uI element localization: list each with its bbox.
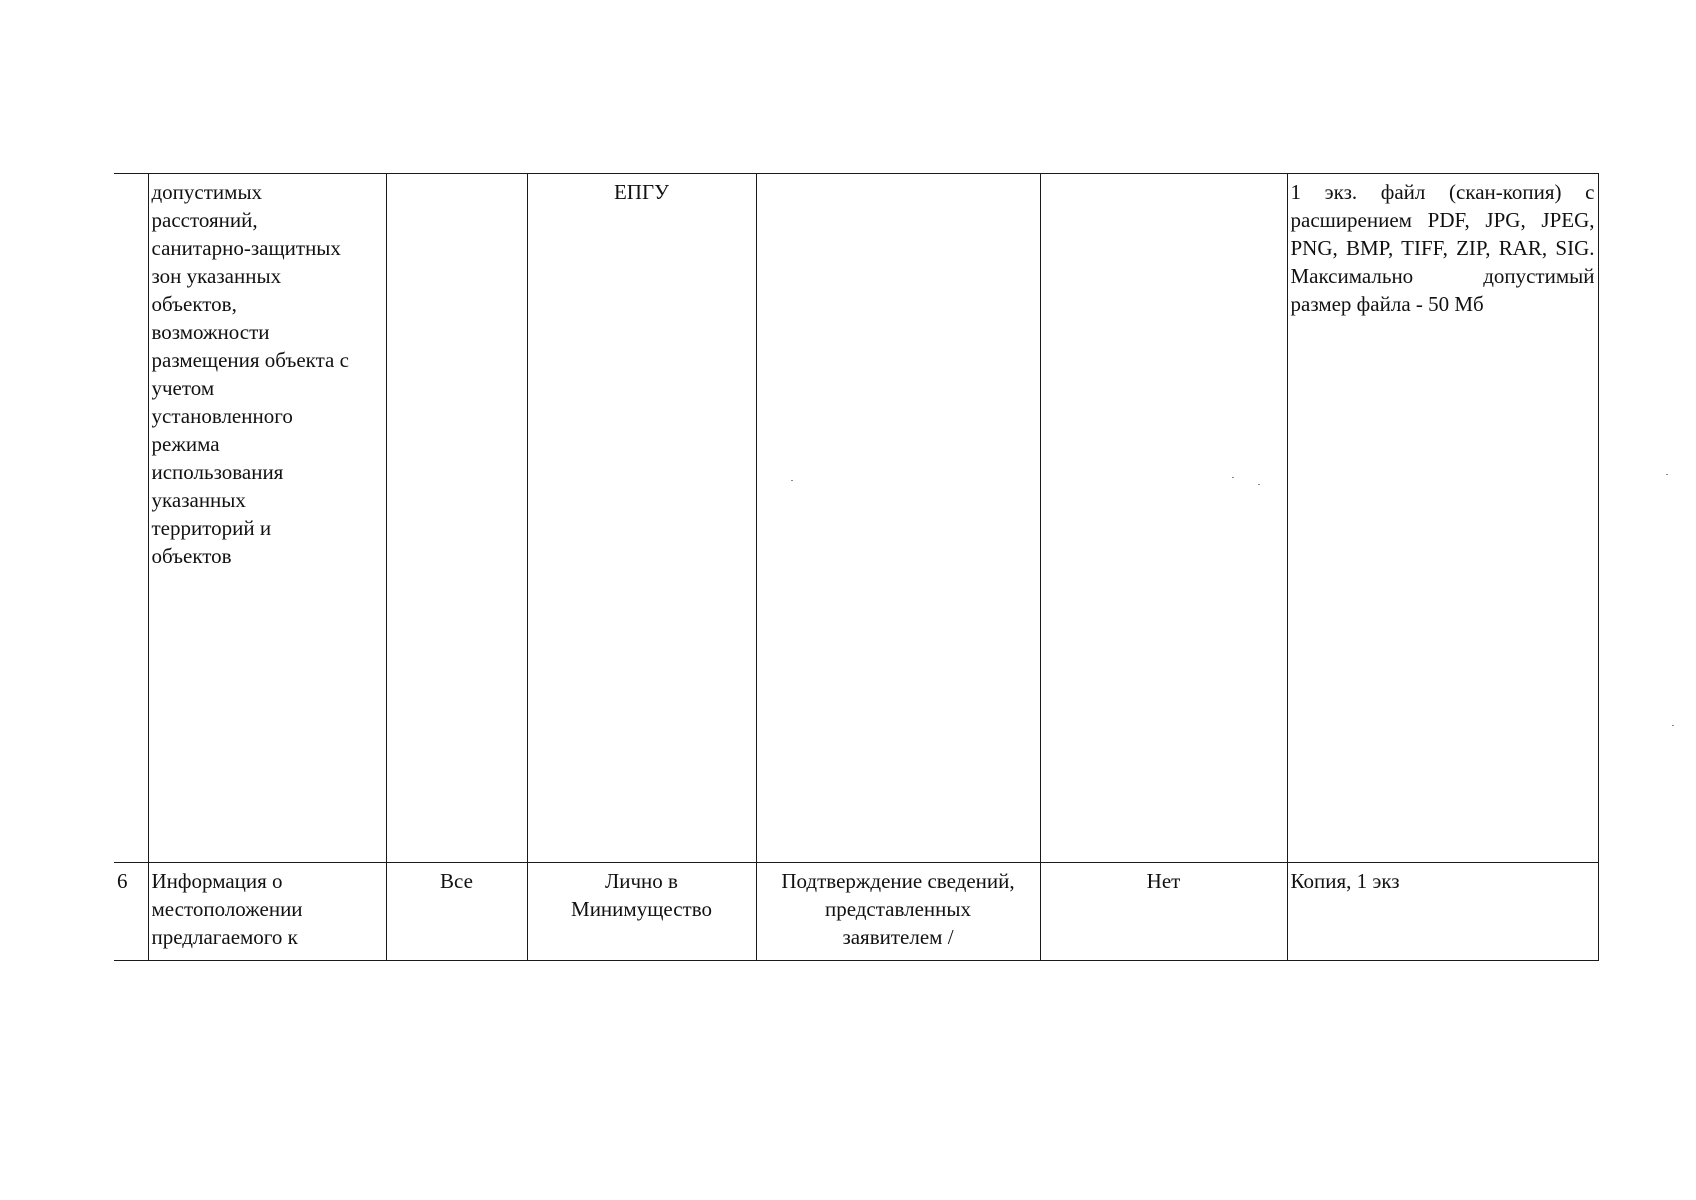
document-table (114, 173, 1599, 961)
scan-speck (791, 480, 793, 481)
row-number-cell (114, 174, 148, 863)
exemption-cell: Нет (1040, 863, 1287, 961)
purpose-cell (756, 174, 1040, 863)
row-number-cell: 6 (114, 863, 148, 961)
scan-speck (1258, 484, 1260, 485)
document-name-cell: допустимых расстояний, санитарно-защитных зон указанных объектов, возможности размещения объекта с учетом установленного режима использования указанных территорий и объектов (148, 174, 386, 863)
requirements-cell: Копия, 1 экз (1287, 863, 1598, 961)
requirements-cell: 1 экз. файл (скан-копия) с расширением PDF, JPG, JPEG, PNG, BMP, TIFF, ZIP, RAR, SIG. Максимально допустимый размер файла - 50 Мб (1287, 174, 1598, 863)
scan-speck (1232, 477, 1234, 478)
applicant-category-cell: Все (386, 863, 527, 961)
scan-speck (1666, 474, 1668, 475)
purpose-cell: Подтверждение сведений, представленных заявителем / (756, 863, 1040, 961)
exemption-cell (1040, 174, 1287, 863)
applicant-category-cell (386, 174, 527, 863)
table-row (114, 174, 1598, 863)
submission-method-cell: ЕПГУ (527, 174, 756, 863)
submission-method-cell: Лично в Минимущество (527, 863, 756, 961)
table-row (114, 863, 1598, 961)
document-name-cell: Информация о местоположении предлагаемого к (148, 863, 386, 961)
scan-speck (1672, 725, 1674, 726)
